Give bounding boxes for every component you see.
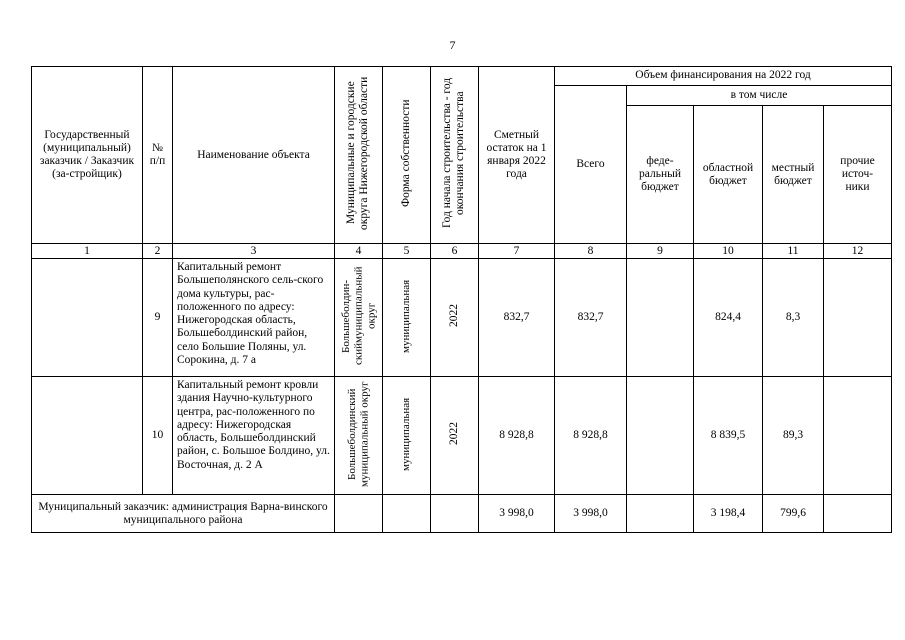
cell-balance: 8 928,8	[479, 377, 555, 495]
header-years	[431, 67, 479, 244]
cell-district-text: Большеболдинский муниципальный округ	[345, 380, 371, 487]
cell-object-name: Капитальный ремонт Большеполянского сель-ского дома культуры, рас-положенного по адресу: Нижегородская область, Большеболдинский район, село Большие Поляны, ул. Сорокина, д. 7 а	[173, 259, 335, 377]
cell-years	[431, 377, 479, 495]
column-number: 2	[143, 244, 173, 259]
header-other	[824, 106, 892, 244]
header-customer	[32, 67, 143, 244]
summary-local: 799,6	[763, 495, 824, 533]
header-including	[627, 86, 892, 106]
cell-regional: 824,4	[694, 259, 763, 377]
cell-years	[431, 259, 479, 377]
header-customer-label: Государственный (муниципальный) заказчик / Заказчик (за-стройщик)	[39, 128, 135, 181]
header-balance	[479, 67, 555, 244]
cell-district	[335, 377, 383, 495]
summary-years	[431, 495, 479, 533]
header-district-label: Муниципальные и городские округа Нижегородской области	[345, 76, 371, 230]
summary-federal	[627, 495, 694, 533]
column-number: 5	[383, 244, 431, 259]
summary-ownership	[383, 495, 431, 533]
cell-years-text: 2022	[447, 304, 460, 328]
page-number: 7	[449, 38, 456, 52]
summary-regional: 3 198,4	[694, 495, 763, 533]
header-balance-label: Сметный остаток на 1 января 2022 года	[486, 128, 547, 181]
cell-balance: 832,7	[479, 259, 555, 377]
header-number	[143, 67, 173, 244]
summary-row	[32, 495, 892, 533]
column-number: 7	[479, 244, 555, 259]
column-number: 9	[627, 244, 694, 259]
summary-balance: 3 998,0	[479, 495, 555, 533]
cell-regional: 8 839,5	[694, 377, 763, 495]
column-number: 3	[173, 244, 335, 259]
cell-ownership	[383, 259, 431, 377]
column-number: 6	[431, 244, 479, 259]
header-regional-label: областной бюджет	[702, 161, 754, 187]
cell-total: 832,7	[555, 259, 627, 377]
column-number: 8	[555, 244, 627, 259]
cell-number: 10	[143, 377, 173, 495]
table-row	[32, 259, 892, 377]
header-number-label: № п/п	[149, 141, 166, 168]
column-number: 12	[824, 244, 892, 259]
header-regional	[694, 106, 763, 244]
cell-customer	[32, 377, 143, 495]
cell-federal	[627, 377, 694, 495]
cell-years-text: 2022	[447, 422, 460, 446]
header-years-label: Год начала строительства - год окончания строительства	[441, 77, 467, 229]
column-number: 1	[32, 244, 143, 259]
header-ownership-label: Форма собственности	[399, 99, 412, 207]
column-number: 4	[335, 244, 383, 259]
cell-ownership-text: муниципальная	[400, 279, 413, 353]
header-funding	[555, 67, 892, 86]
cell-other	[824, 259, 892, 377]
column-number: 11	[763, 244, 824, 259]
cell-customer	[32, 259, 143, 377]
cell-federal	[627, 259, 694, 377]
cell-local: 89,3	[763, 377, 824, 495]
summary-label-text: Муниципальный заказчик: администрация Варна-винского муниципального района	[38, 500, 328, 526]
summary-other	[824, 495, 892, 533]
cell-object-name: Капитальный ремонт кровли здания Научно-культурного центра, рас-положенного по адресу: Нижегородская область, Большеболдинский район, с. Большое Болдино, ул. Восточная, д. 2 А	[173, 377, 335, 495]
header-funding-label: Объем финансирования на 2022 год	[635, 69, 811, 82]
cell-other	[824, 377, 892, 495]
column-number: 10	[694, 244, 763, 259]
header-local-label: местный бюджет	[771, 161, 815, 187]
cell-ownership	[383, 377, 431, 495]
summary-label	[32, 495, 335, 533]
header-district	[335, 67, 383, 244]
cell-local: 8,3	[763, 259, 824, 377]
cell-total: 8 928,8	[555, 377, 627, 495]
header-including-label: в том числе	[730, 89, 788, 101]
cell-district	[335, 259, 383, 377]
header-total-label: Всего	[576, 158, 605, 170]
header-federal-label: феде-ральный бюджет	[639, 154, 681, 194]
summary-district	[335, 495, 383, 533]
cell-number: 9	[143, 259, 173, 377]
summary-total: 3 998,0	[555, 495, 627, 533]
header-object-name	[173, 67, 335, 244]
header-total	[555, 86, 627, 244]
cell-ownership-text: муниципальная	[400, 397, 413, 471]
financing-table	[31, 66, 892, 533]
table-row	[32, 377, 892, 495]
header-local	[763, 106, 824, 244]
cell-district-text: Большеболдин-скиймуниципальный округ	[339, 266, 377, 365]
header-ownership	[383, 67, 431, 244]
header-federal	[627, 106, 694, 244]
header-object-name-label: Наименование объекта	[197, 148, 310, 161]
header-other-label: прочие источ-ники	[840, 154, 875, 194]
